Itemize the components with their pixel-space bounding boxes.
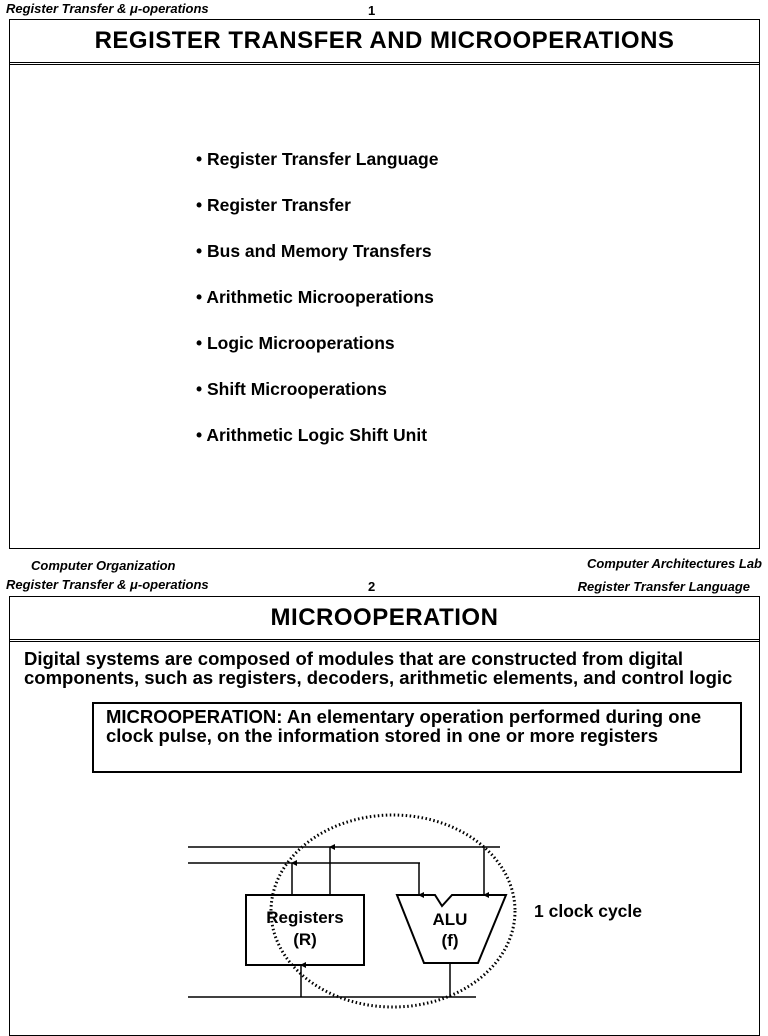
- topic-item: • Bus and Memory Transfers: [196, 241, 432, 261]
- registers-label: Registers: [266, 908, 344, 927]
- definition-box: MICROOPERATION: An elementary operation performed during one clock pulse, on the information stored in one or more registers: [92, 702, 742, 773]
- slide-title-bar: [10, 20, 759, 65]
- topic-list: [196, 148, 438, 470]
- intro-paragraph: Digital systems are composed of modules that are constructed from digital components, such as registers, decoders, arithmetic elements, and control logic: [24, 648, 733, 688]
- topic-item: • Shift Microoperations: [196, 379, 387, 399]
- topic-item: • Arithmetic Microoperations: [196, 287, 434, 307]
- page-number: 2: [368, 579, 376, 594]
- alu-block: [397, 895, 506, 963]
- page-number: 1: [368, 3, 376, 18]
- topic-item: • Logic Microoperations: [196, 333, 395, 353]
- topic-item: • Register Transfer Language: [196, 149, 439, 169]
- topic-item: • Register Transfer: [196, 195, 351, 215]
- microoperation-diagram: [10, 597, 761, 1027]
- alu-label: ALU: [432, 910, 468, 929]
- page-header-left: Register Transfer & μ-operations: [6, 1, 209, 16]
- page-footer-right: Computer Architectures Lab: [586, 556, 762, 571]
- alu-sub-label: (f): [441, 931, 459, 950]
- page-header-left: Register Transfer & μ-operations: [6, 577, 209, 592]
- page-header-right: Register Transfer Language: [577, 579, 750, 594]
- slide-title: MICROOPERATION: [270, 604, 499, 631]
- page-footer-left: Computer Organization: [31, 558, 176, 573]
- clock-cycle-label: 1 clock cycle: [534, 901, 642, 921]
- slide-title: REGISTER TRANSFER AND MICROOPERATIONS: [94, 27, 675, 54]
- registers-sub-label: (R): [293, 930, 317, 949]
- slide-2: [9, 596, 760, 1036]
- topic-item: • Arithmetic Logic Shift Unit: [196, 425, 428, 445]
- slide-1: [9, 19, 760, 549]
